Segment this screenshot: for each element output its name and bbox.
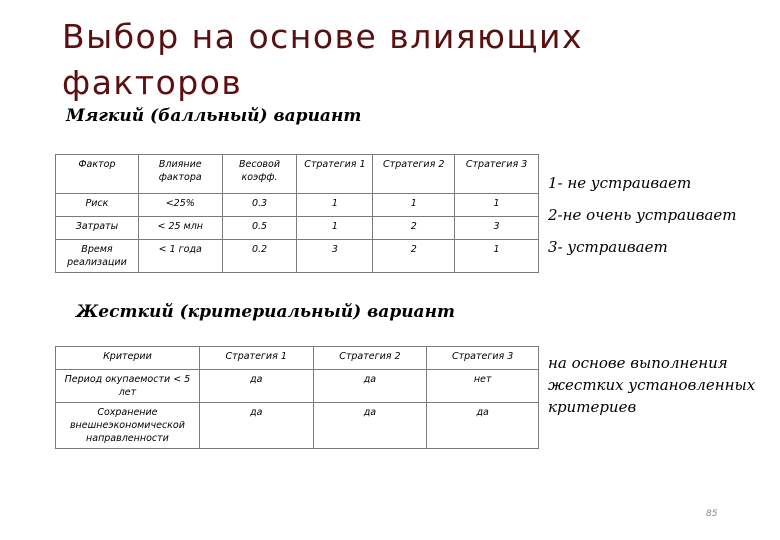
table-row xyxy=(56,370,539,403)
table-cell: Период окупаемости < 5 лет xyxy=(56,370,200,403)
table-cell: Сохранение внешнеэкономической направленности xyxy=(56,403,200,449)
soft-variant-table xyxy=(55,154,539,273)
table-cell: да xyxy=(199,370,313,403)
legend-item: 3- устраивает xyxy=(548,238,668,256)
table-header-row xyxy=(56,347,539,370)
table-cell: да xyxy=(199,403,313,449)
table-cell: 3 xyxy=(455,217,539,240)
header-cell: Фактор xyxy=(56,155,139,194)
table-row xyxy=(56,194,539,217)
slide-title: Выбор на основе влияющих факторов xyxy=(62,17,583,102)
table-cell: Затраты xyxy=(56,217,139,240)
table-cell: 0.2 xyxy=(222,240,297,273)
table-cell: 0.5 xyxy=(222,217,297,240)
table-row xyxy=(56,403,539,449)
table-cell: < 1 года xyxy=(138,240,222,273)
header-cell: Влияние фактора xyxy=(138,155,222,194)
table-cell: 1 xyxy=(455,240,539,273)
table-cell: 1 xyxy=(373,194,455,217)
header-cell: Весовой коэфф. xyxy=(222,155,297,194)
table-cell: да xyxy=(313,370,427,403)
table-cell: 1 xyxy=(297,194,373,217)
table-cell: <25% xyxy=(138,194,222,217)
header-cell: Стратегия 2 xyxy=(373,155,455,194)
header-cell: Критерии xyxy=(56,347,200,370)
table-cell: да xyxy=(313,403,427,449)
table-cell: 3 xyxy=(297,240,373,273)
header-cell: Стратегия 2 xyxy=(313,347,427,370)
legend-item: 1- не устраивает xyxy=(548,174,692,192)
header-cell: Стратегия 1 xyxy=(297,155,373,194)
hard-variant-table xyxy=(55,346,539,449)
table-row xyxy=(56,217,539,240)
hard-variant-note: на основе выполнения жестких установленных критериев xyxy=(548,354,756,416)
hard-variant-subtitle: Жесткий (критериальный) вариант xyxy=(76,302,455,322)
table-cell: 2 xyxy=(373,217,455,240)
table-cell: < 25 млн xyxy=(138,217,222,240)
table-cell: 0.3 xyxy=(222,194,297,217)
page-number: 85 xyxy=(706,509,718,519)
table-cell: 1 xyxy=(297,217,373,240)
table-row xyxy=(56,240,539,273)
table-cell: 1 xyxy=(455,194,539,217)
header-cell: Стратегия 1 xyxy=(199,347,313,370)
table-header-row xyxy=(56,155,539,194)
table-cell: 2 xyxy=(373,240,455,273)
soft-variant-subtitle: Мягкий (балльный) вариант xyxy=(66,106,362,126)
legend-item: 2-не очень устраивает xyxy=(548,206,737,224)
header-cell: Стратегия 3 xyxy=(427,347,539,370)
header-cell: Стратегия 3 xyxy=(455,155,539,194)
table-cell: Время реализации xyxy=(56,240,139,273)
table-cell: нет xyxy=(427,370,539,403)
table-cell: Риск xyxy=(56,194,139,217)
table-cell: да xyxy=(427,403,539,449)
